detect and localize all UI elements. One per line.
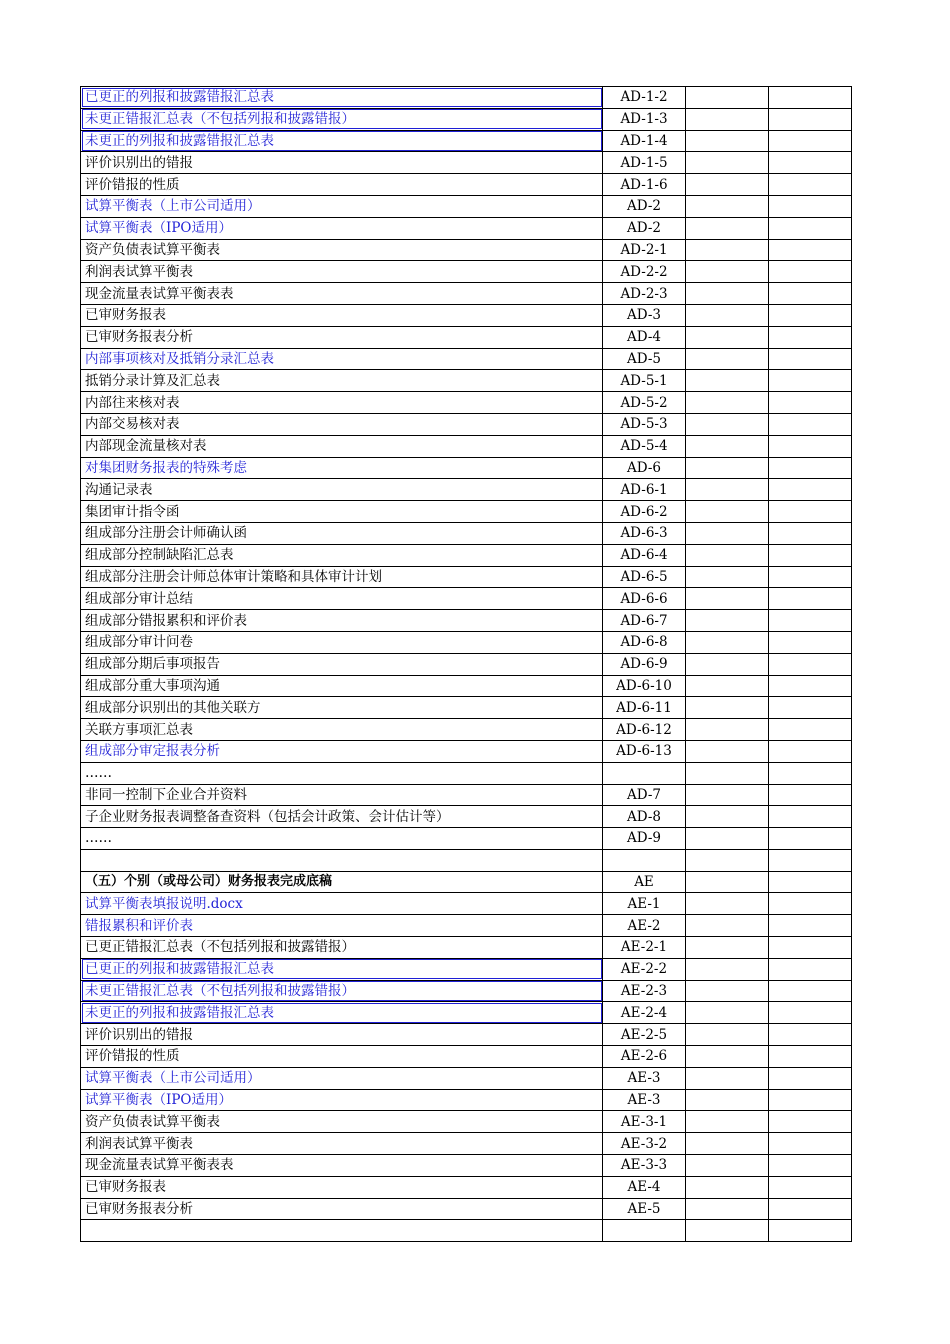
table-row bbox=[81, 740, 852, 762]
table-row bbox=[81, 653, 852, 675]
workpaper-code: AD-5-2 bbox=[603, 392, 686, 414]
empty-cell bbox=[686, 174, 769, 196]
workpaper-code: AD-6-1 bbox=[603, 479, 686, 501]
empty-cell bbox=[686, 348, 769, 370]
workpaper-code: AD-1-6 bbox=[603, 174, 686, 196]
workpaper-link[interactable]: 试算平衡表（上市公司适用） bbox=[81, 195, 603, 217]
empty-cell bbox=[686, 413, 769, 435]
empty-cell bbox=[686, 871, 769, 893]
workpaper-code: AD-6-8 bbox=[603, 631, 686, 653]
workpaper-code: AE-4 bbox=[603, 1176, 686, 1198]
empty-cell bbox=[769, 1024, 852, 1046]
empty-cell bbox=[769, 893, 852, 915]
empty-cell bbox=[769, 152, 852, 174]
workpaper-name: 子企业财务报表调整备查资料（包括会计政策、会计估计等） bbox=[81, 806, 603, 828]
table-row bbox=[81, 871, 852, 893]
empty-cell bbox=[769, 87, 852, 109]
workpaper-code: AD-8 bbox=[603, 806, 686, 828]
empty-cell bbox=[769, 1002, 852, 1024]
empty-cell bbox=[686, 130, 769, 152]
empty-cell bbox=[686, 108, 769, 130]
workpaper-link[interactable]: 试算平衡表（上市公司适用） bbox=[81, 1067, 603, 1089]
empty-cell bbox=[686, 915, 769, 937]
empty-cell bbox=[769, 871, 852, 893]
empty-cell bbox=[686, 370, 769, 392]
workpaper-code: AD-6-5 bbox=[603, 566, 686, 588]
workpaper-code: AE-3-3 bbox=[603, 1155, 686, 1177]
workpaper-code: AD-2 bbox=[603, 217, 686, 239]
workpaper-link[interactable]: 试算平衡表填报说明.docx bbox=[81, 893, 603, 915]
empty-cell bbox=[686, 1111, 769, 1133]
workpaper-name: 评价识别出的错报 bbox=[81, 152, 603, 174]
workpaper-name: 评价错报的性质 bbox=[81, 1046, 603, 1068]
table-row bbox=[81, 87, 852, 109]
table-row bbox=[81, 348, 852, 370]
table-row bbox=[81, 588, 852, 610]
empty-cell bbox=[686, 544, 769, 566]
workpaper-name: （五）个别（或母公司）财务报表完成底稿 bbox=[81, 871, 603, 893]
empty-cell bbox=[769, 740, 852, 762]
empty-cell bbox=[686, 566, 769, 588]
worksheet-table bbox=[80, 86, 852, 1242]
workpaper-code: AD-2 bbox=[603, 195, 686, 217]
workpaper-name: 已审财务报表分析 bbox=[81, 1198, 603, 1220]
empty-cell bbox=[769, 283, 852, 305]
table-row bbox=[81, 217, 852, 239]
empty-cell bbox=[686, 719, 769, 741]
workpaper-code: AE-2-3 bbox=[603, 980, 686, 1002]
workpaper-name: 利润表试算平衡表 bbox=[81, 1133, 603, 1155]
table-row bbox=[81, 937, 852, 959]
empty-cell bbox=[686, 522, 769, 544]
empty-cell bbox=[769, 544, 852, 566]
empty-cell bbox=[769, 261, 852, 283]
table-row bbox=[81, 784, 852, 806]
table-row bbox=[81, 239, 852, 261]
workpaper-code: AD-7 bbox=[603, 784, 686, 806]
empty-cell bbox=[769, 1176, 852, 1198]
table-row bbox=[81, 1002, 852, 1024]
table-row bbox=[81, 479, 852, 501]
workpaper-name: 现金流量表试算平衡表表 bbox=[81, 1155, 603, 1177]
workpaper-link[interactable]: 未更正的列报和披露错报汇总表 bbox=[81, 130, 603, 152]
workpaper-code: AD-2-2 bbox=[603, 261, 686, 283]
workpaper-name: 组成部分审计总结 bbox=[81, 588, 603, 610]
empty-cell bbox=[686, 697, 769, 719]
workpaper-name: 内部现金流量核对表 bbox=[81, 435, 603, 457]
table-row bbox=[81, 1155, 852, 1177]
workpaper-code: AD-1-2 bbox=[603, 87, 686, 109]
table-row bbox=[81, 283, 852, 305]
workpaper-code: AD-1-3 bbox=[603, 108, 686, 130]
empty-cell bbox=[769, 304, 852, 326]
empty-cell bbox=[769, 806, 852, 828]
workpaper-code: AE-2-4 bbox=[603, 1002, 686, 1024]
table-row bbox=[81, 1176, 852, 1198]
workpaper-name: 组成部分识别出的其他关联方 bbox=[81, 697, 603, 719]
workpaper-name: 现金流量表试算平衡表表 bbox=[81, 283, 603, 305]
workpaper-code: AD-5-3 bbox=[603, 413, 686, 435]
table-row bbox=[81, 1220, 852, 1242]
empty-cell bbox=[769, 108, 852, 130]
workpaper-link[interactable]: 内部事项核对及抵销分录汇总表 bbox=[81, 348, 603, 370]
empty-cell bbox=[686, 893, 769, 915]
table-row bbox=[81, 631, 852, 653]
workpaper-name: 评价错报的性质 bbox=[81, 174, 603, 196]
empty-cell bbox=[769, 937, 852, 959]
workpaper-code: AD-5-4 bbox=[603, 435, 686, 457]
workpaper-name: 组成部分错报累积和评价表 bbox=[81, 610, 603, 632]
table-row bbox=[81, 413, 852, 435]
empty-cell bbox=[686, 1067, 769, 1089]
table-row bbox=[81, 1198, 852, 1220]
workpaper-code: AE-5 bbox=[603, 1198, 686, 1220]
table-row bbox=[81, 958, 852, 980]
table-row bbox=[81, 762, 852, 784]
empty-cell bbox=[769, 849, 852, 871]
workpaper-name: 组成部分期后事项报告 bbox=[81, 653, 603, 675]
empty-cell bbox=[686, 828, 769, 850]
empty-cell bbox=[686, 1220, 769, 1242]
workpaper-code: AE-2 bbox=[603, 915, 686, 937]
empty-cell bbox=[769, 239, 852, 261]
workpaper-code: AE-2-2 bbox=[603, 958, 686, 980]
empty-cell bbox=[769, 566, 852, 588]
empty-cell bbox=[769, 457, 852, 479]
workpaper-link[interactable]: 已更正的列报和披露错报汇总表 bbox=[81, 87, 603, 109]
empty-cell bbox=[686, 937, 769, 959]
worksheet-body bbox=[81, 87, 852, 1242]
workpaper-link[interactable]: 未更正的列报和披露错报汇总表 bbox=[81, 1002, 603, 1024]
empty-cell bbox=[769, 719, 852, 741]
empty-cell bbox=[686, 1002, 769, 1024]
table-row bbox=[81, 1046, 852, 1068]
workpaper-code: AE-2-1 bbox=[603, 937, 686, 959]
empty-cell bbox=[769, 631, 852, 653]
empty-cell bbox=[686, 653, 769, 675]
workpaper-code: AD-6-10 bbox=[603, 675, 686, 697]
empty-cell bbox=[686, 435, 769, 457]
table-row bbox=[81, 435, 852, 457]
empty-cell bbox=[686, 610, 769, 632]
workpaper-code: AE-2-5 bbox=[603, 1024, 686, 1046]
workpaper-code: AE-3 bbox=[603, 1089, 686, 1111]
workpaper-code: AD-4 bbox=[603, 326, 686, 348]
empty-cell bbox=[769, 174, 852, 196]
workpaper-name: 抵销分录计算及汇总表 bbox=[81, 370, 603, 392]
workpaper-name: 非同一控制下企业合并资料 bbox=[81, 784, 603, 806]
workpaper-code: AD-6-13 bbox=[603, 740, 686, 762]
table-row bbox=[81, 1089, 852, 1111]
table-row bbox=[81, 1067, 852, 1089]
table-row bbox=[81, 849, 852, 871]
empty-cell bbox=[769, 828, 852, 850]
table-row bbox=[81, 893, 852, 915]
table-row bbox=[81, 697, 852, 719]
empty-cell bbox=[686, 283, 769, 305]
workpaper-code: AD-6-4 bbox=[603, 544, 686, 566]
workpaper-name: 已更正错报汇总表（不包括列报和披露错报） bbox=[81, 937, 603, 959]
workpaper-name: …… bbox=[81, 828, 603, 850]
empty-cell bbox=[769, 392, 852, 414]
empty-cell bbox=[769, 348, 852, 370]
empty-cell bbox=[769, 675, 852, 697]
empty-cell bbox=[686, 457, 769, 479]
empty-cell bbox=[686, 152, 769, 174]
empty-cell bbox=[769, 1155, 852, 1177]
workpaper-link[interactable]: 试算平衡表（IPO适用） bbox=[81, 217, 603, 239]
workpaper-name: 集团审计指令函 bbox=[81, 501, 603, 523]
workpaper-name: 组成部分注册会计师确认函 bbox=[81, 522, 603, 544]
workpaper-name: 利润表试算平衡表 bbox=[81, 261, 603, 283]
workpaper-name: 沟通记录表 bbox=[81, 479, 603, 501]
empty-cell bbox=[769, 370, 852, 392]
empty-cell bbox=[769, 588, 852, 610]
empty-cell bbox=[686, 217, 769, 239]
workpaper-code: AD-1-5 bbox=[603, 152, 686, 174]
workpaper-code: AD-6-6 bbox=[603, 588, 686, 610]
workpaper-code: AD-5 bbox=[603, 348, 686, 370]
table-row bbox=[81, 326, 852, 348]
workpaper-name: 内部往来核对表 bbox=[81, 392, 603, 414]
empty-cell bbox=[769, 522, 852, 544]
workpaper-code: AD-6-2 bbox=[603, 501, 686, 523]
empty-cell bbox=[769, 217, 852, 239]
empty-cell bbox=[769, 479, 852, 501]
empty-cell bbox=[686, 1089, 769, 1111]
empty-cell bbox=[686, 1198, 769, 1220]
workpaper-code: AE-2-6 bbox=[603, 1046, 686, 1068]
workpaper-name bbox=[81, 1220, 603, 1242]
workpaper-code: AD-6 bbox=[603, 457, 686, 479]
empty-cell bbox=[769, 130, 852, 152]
empty-cell bbox=[686, 784, 769, 806]
empty-cell bbox=[769, 762, 852, 784]
workpaper-code: AD-6-12 bbox=[603, 719, 686, 741]
table-row bbox=[81, 457, 852, 479]
empty-cell bbox=[686, 392, 769, 414]
empty-cell bbox=[686, 762, 769, 784]
workpaper-name: 组成部分审计问卷 bbox=[81, 631, 603, 653]
empty-cell bbox=[686, 239, 769, 261]
workpaper-link[interactable]: 错报累积和评价表 bbox=[81, 915, 603, 937]
workpaper-code: AE-3 bbox=[603, 1067, 686, 1089]
empty-cell bbox=[769, 1089, 852, 1111]
workpaper-code: AE bbox=[603, 871, 686, 893]
empty-cell bbox=[769, 784, 852, 806]
empty-cell bbox=[686, 501, 769, 523]
empty-cell bbox=[686, 1024, 769, 1046]
workpaper-name: 已审财务报表分析 bbox=[81, 326, 603, 348]
workpaper-code: AD-6-11 bbox=[603, 697, 686, 719]
empty-cell bbox=[769, 501, 852, 523]
empty-cell bbox=[769, 413, 852, 435]
workpaper-code: AD-1-4 bbox=[603, 130, 686, 152]
empty-cell bbox=[769, 653, 852, 675]
table-row bbox=[81, 195, 852, 217]
table-row bbox=[81, 980, 852, 1002]
empty-cell bbox=[686, 806, 769, 828]
empty-cell bbox=[769, 980, 852, 1002]
workpaper-name bbox=[81, 849, 603, 871]
workpaper-code: AD-3 bbox=[603, 304, 686, 326]
empty-cell bbox=[686, 1155, 769, 1177]
table-row bbox=[81, 915, 852, 937]
workpaper-link[interactable]: 已更正的列报和披露错报汇总表 bbox=[81, 958, 603, 980]
empty-cell bbox=[686, 195, 769, 217]
empty-cell bbox=[686, 849, 769, 871]
workpaper-link[interactable]: 未更正错报汇总表（不包括列报和披露错报） bbox=[81, 980, 603, 1002]
empty-cell bbox=[769, 915, 852, 937]
table-row bbox=[81, 610, 852, 632]
workpaper-code: AD-9 bbox=[603, 828, 686, 850]
workpaper-code: AD-5-1 bbox=[603, 370, 686, 392]
table-row bbox=[81, 544, 852, 566]
workpaper-name: 已审财务报表 bbox=[81, 1176, 603, 1198]
empty-cell bbox=[686, 1046, 769, 1068]
empty-cell bbox=[686, 980, 769, 1002]
empty-cell bbox=[686, 1176, 769, 1198]
empty-cell bbox=[769, 1111, 852, 1133]
empty-cell bbox=[686, 958, 769, 980]
empty-cell bbox=[686, 304, 769, 326]
table-row bbox=[81, 304, 852, 326]
empty-cell bbox=[769, 610, 852, 632]
workpaper-link[interactable]: 试算平衡表（IPO适用） bbox=[81, 1089, 603, 1111]
workpaper-name: …… bbox=[81, 762, 603, 784]
empty-cell bbox=[769, 958, 852, 980]
workpaper-name: 组成部分重大事项沟通 bbox=[81, 675, 603, 697]
workpaper-name: 已审财务报表 bbox=[81, 304, 603, 326]
table-row bbox=[81, 108, 852, 130]
empty-cell bbox=[769, 1198, 852, 1220]
table-row bbox=[81, 675, 852, 697]
empty-cell bbox=[686, 588, 769, 610]
empty-cell bbox=[769, 1046, 852, 1068]
workpaper-name: 评价识别出的错报 bbox=[81, 1024, 603, 1046]
empty-cell bbox=[686, 261, 769, 283]
workpaper-name: 内部交易核对表 bbox=[81, 413, 603, 435]
table-row bbox=[81, 522, 852, 544]
workpaper-name: 组成部分控制缺陷汇总表 bbox=[81, 544, 603, 566]
empty-cell bbox=[769, 326, 852, 348]
empty-cell bbox=[769, 697, 852, 719]
workpaper-link[interactable]: 未更正错报汇总表（不包括列报和披露错报） bbox=[81, 108, 603, 130]
empty-cell bbox=[686, 740, 769, 762]
empty-cell bbox=[769, 435, 852, 457]
empty-cell bbox=[686, 479, 769, 501]
workpaper-code: AE-3-1 bbox=[603, 1111, 686, 1133]
empty-cell bbox=[686, 326, 769, 348]
table-row bbox=[81, 152, 852, 174]
table-row bbox=[81, 806, 852, 828]
workpaper-code bbox=[603, 762, 686, 784]
table-row bbox=[81, 370, 852, 392]
workpaper-name: 资产负债表试算平衡表 bbox=[81, 239, 603, 261]
workpaper-code: AD-6-3 bbox=[603, 522, 686, 544]
workpaper-link[interactable]: 对集团财务报表的特殊考虑 bbox=[81, 457, 603, 479]
table-row bbox=[81, 566, 852, 588]
workpaper-code: AD-2-1 bbox=[603, 239, 686, 261]
empty-cell bbox=[686, 87, 769, 109]
workpaper-name: 组成部分注册会计师总体审计策略和具体审计计划 bbox=[81, 566, 603, 588]
workpaper-name: 关联方事项汇总表 bbox=[81, 719, 603, 741]
empty-cell bbox=[686, 675, 769, 697]
table-row bbox=[81, 261, 852, 283]
workpaper-code bbox=[603, 849, 686, 871]
workpaper-code: AD-6-9 bbox=[603, 653, 686, 675]
workpaper-code: AD-6-7 bbox=[603, 610, 686, 632]
table-row bbox=[81, 1024, 852, 1046]
empty-cell bbox=[686, 1133, 769, 1155]
table-row bbox=[81, 130, 852, 152]
table-row bbox=[81, 392, 852, 414]
table-row bbox=[81, 501, 852, 523]
table-row bbox=[81, 174, 852, 196]
workpaper-code: AE-3-2 bbox=[603, 1133, 686, 1155]
empty-cell bbox=[686, 631, 769, 653]
empty-cell bbox=[769, 1067, 852, 1089]
empty-cell bbox=[769, 195, 852, 217]
table-row bbox=[81, 1111, 852, 1133]
workpaper-code: AE-1 bbox=[603, 893, 686, 915]
table-row bbox=[81, 1133, 852, 1155]
workpaper-name: 资产负债表试算平衡表 bbox=[81, 1111, 603, 1133]
workpaper-link[interactable]: 组成部分审定报表分析 bbox=[81, 740, 603, 762]
empty-cell bbox=[769, 1220, 852, 1242]
empty-cell bbox=[769, 1133, 852, 1155]
table-row bbox=[81, 828, 852, 850]
workpaper-code: AD-2-3 bbox=[603, 283, 686, 305]
table-row bbox=[81, 719, 852, 741]
workpaper-code bbox=[603, 1220, 686, 1242]
